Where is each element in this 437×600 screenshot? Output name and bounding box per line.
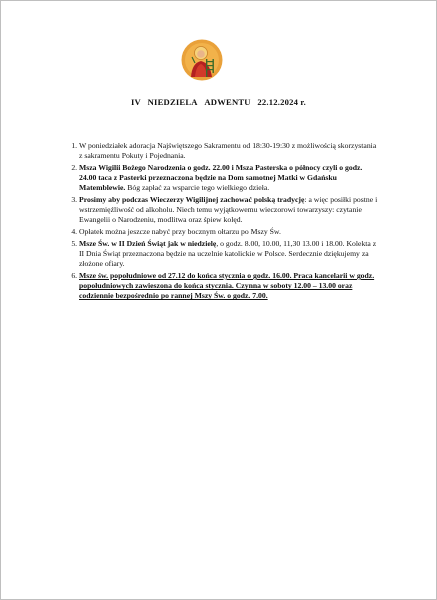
item-bold-text: Msze Św. w II Dzień Świąt jak w niedzielę	[79, 239, 217, 249]
announcement-item	[79, 227, 379, 237]
title-word: NIEDZIELA	[147, 97, 198, 107]
title-word: 22.12.2024 r.	[257, 97, 306, 107]
item-text: : a więc posiłki postne i wstrzemięźliwość od alkoholu. Niech temu wyjątkowemu wieczorowi towarzyszy: czytanie Ewangelii o Narodzeniu, modlitwa oraz śpiew kolęd.	[79, 195, 378, 225]
item-bold-underlined-text: Msze św. popołudniowe od 27.12 do końca stycznia o godz. 16.00. Praca kancelarii w godz. popołudniowych zawieszona do końca stycznia. Czynna w soboty 12.00 – 13.00 oraz codziennie bezpośrednio po rannej Mszy Św. o godz. 7.00.	[79, 271, 375, 301]
title-word: IV	[131, 97, 141, 107]
announcement-list	[49, 141, 379, 303]
saint-icon	[181, 39, 223, 81]
page-title	[1, 97, 436, 107]
announcement-item	[79, 271, 379, 301]
item-text: Bóg zapłać za wsparcie tego wielkiego dzieła.	[125, 183, 270, 193]
announcement-item	[79, 239, 379, 269]
item-text: Opłatek można jeszcze nabyć przy bocznym ołtarzu po Mszy Św.	[79, 227, 281, 237]
announcement-item	[79, 163, 379, 193]
title-word: ADWENTU	[204, 97, 251, 107]
item-bold-text: Prosimy aby podczas Wieczerzy Wigilijnej zachować polską tradycję	[79, 195, 305, 205]
item-text: , o godz. 8.00, 10.00, 11,30 13.00 i 18.00. Kolekta z II Dnia Świąt przeznaczona będzie na uczelnie katolickie w Polsce. Serdecznie dziękujemy za złożone ofiary.	[79, 239, 377, 269]
item-text: W poniedziałek adoracja Najświętszego Sakramentu od 18:30-19:30 z możliwością skorzystania z sakramentu Pokuty i Pojednania.	[79, 141, 377, 161]
item-bold-text: Msza Wigilii Bożego Narodzenia o godz. 22.00 i Msza Pasterska o północy czyli o godz. 24.00 taca z Pasterki przeznaczona będzie na Dom samotnej Matki w Gdańsku Matemblewie.	[79, 162, 363, 193]
announcement-item	[79, 195, 379, 225]
announcement-item	[79, 141, 379, 161]
